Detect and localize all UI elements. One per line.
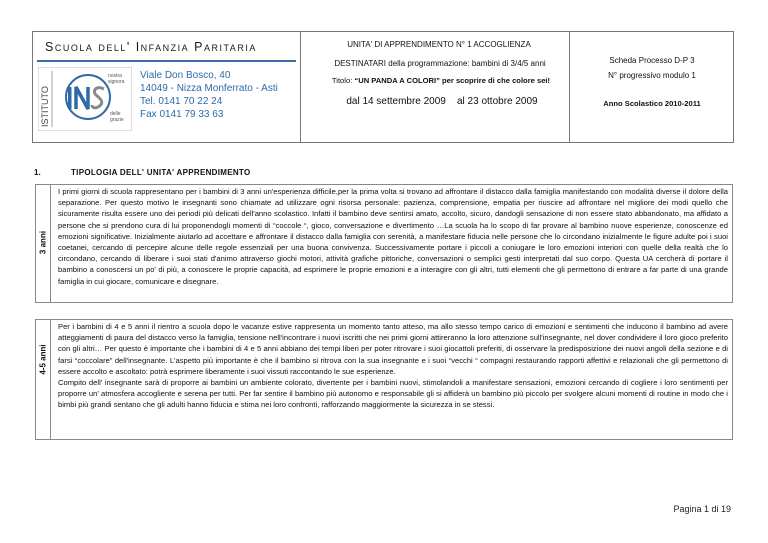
date-range [320, 96, 564, 107]
title-value: “UN PANDA A COLORI” per scoprire di che colore sei! [354, 76, 551, 85]
paragraph-4-5-anni: Per i bambini di 4 e 5 anni il rientro a scuola dopo le vacanze estive rappresenta un momento tanto atteso, ma allo stesso tempo carico di emozioni e sentimenti che inducono il bambino ad avere atteggiamenti di paura del distacco verso la famiglia, tensione nell'incontrare i nuovi iscritti che nei primi giorni attireranno la loro attenzione sull'insegnante, nel dover condividere il loro gioco preferito con gli altri… Per questo è importante che i bambini di 4 e 5 anni abbiano dei tempi liberi per poter ritrovare i suoi giocattoli preferiti, di osservare la predisposizione dei nuovi angoli della sezione e di farsi “coccolare” dell'insegnante. L'aspetto più importante è che il bambino si ritrova con la sua insegnante e i suoi “vecchi “ compagni restaurando rapporti affettivi e relazionali che gli permettono di essere accolto e ascoltato: potrà esprimere liberamente i suoi vissuti raccontando le sue esperienze. Compito dell' insegnante sarà di proporre ai bambini un ambiente colorato, divertente per i bambini nuovi, stimolandoli a manifestare sensazioni, emozioni cercando di cogliere i loro sentimenti per proporre un' atmosfera accogliente e serena per tutti. Per far sentire il bambino più autonomo e responsabile gli si affiderà un bambino più piccolo per svolgere alcuni momenti di routine in modo che i bimbi più grandi sentano che gli adulti hanno fiducia e stima nei loro confronti, rafforzando maggiormente la sicurezza in se stessi. [58, 322, 728, 410]
logo-graphic [38, 67, 132, 131]
paragraph-3-anni: I primi giorni di scuola rappresentano per i bambini di 3 anni un'esperienza difficile,per la prima volta si trovano ad affrontare il distacco dalla famiglia manifestando con modalità diverse il dolore della separazione. Per questo motivo le insegnanti sono chiamate ad utilizzare ogni risorsa personale: pazienza, comprensione, empatia per riuscire ad affrontare nel migliore dei modi quello che sicuramente risulta essere uno dei periodi più delicati dell'anno scolastico. Infatti il bambino deve sentirsi amato, accolto, sicuro, dandogli sensazione di non essere stato abbandonato, ma affidato a persone che si prendono cura di lui proponendogli momenti di “coccole “, gioco, conversazione e divertimento …La scuola ha lo scopo di far provare al bambino nuove esperienze, conoscenze ed emozioni significative. Inizialmente aiutarlo ad accettare e affrontare il distacco dalla famiglia con serenità, a manifestare fiducia nelle persone che lo circondano inizialmente le figure adulte poi i suoi coetanei, cercando di percepire alcune delle regole essenziali per una buona convivenza. Successivamente portare i piccoli a coniugare le loro emozioni interiori con quelle della realtà che lo circondano, cercando di liberare i suoi stati d'animo attraverso giochi motori, attività grafiche pittoriche, conversazioni o semplici gesti interpretati dal suo corpo. Questa UA cercherà di portare il bambino a conoscersi un po' di più, a conoscere le proprie capacità, ad esprimere le proprie emozioni e a interagire con gli altri, tutti elementi che gli permettono di entrare a far parte di una grande famiglia in cui giocare, comunicare e disegnare. [58, 187, 728, 286]
date-to: al 23 ottobre 2009 [457, 96, 538, 107]
recipients: DESTINATARI della programmazione: bambini di 3/4/5 anni [334, 59, 546, 68]
address-city: 14049 - Nizza Monferrato - Asti [140, 83, 278, 94]
section-number: 1. [34, 168, 41, 177]
block-3-anni-separator [50, 184, 51, 303]
address-fax: Fax 0141 79 33 63 [140, 109, 224, 120]
header-divider-1 [300, 31, 301, 143]
block-4-5-anni-separator [50, 319, 51, 440]
anno-scolastico: Anno Scolastico 2010-2011 [603, 99, 701, 108]
unit-name-line [315, 76, 567, 85]
age-label-4-5-anni: 4-5 anni [38, 344, 48, 375]
section-title: TIPOLOGIA DELL' UNITA' APPRENDIMENTO [71, 168, 251, 177]
school-name: Scuola dell' Infanzia Paritaria [45, 40, 257, 54]
logo-small-2: signora [108, 79, 125, 85]
logo-word: ISTITUTO [40, 86, 50, 127]
school-logo [38, 67, 132, 131]
address-tel: Tel. 0141 70 22 24 [140, 96, 223, 107]
logo-small-4: grazie [110, 117, 124, 123]
logo-small-1: nostra [108, 73, 122, 79]
date-from: dal 14 settembre 2009 [346, 96, 446, 107]
address-street: Viale Don Bosco, 40 [140, 70, 231, 81]
modulo-progressivo: N° progressivo modulo 1 [608, 71, 696, 80]
header-divider-2 [569, 31, 570, 143]
logo-small-3: delle [110, 111, 121, 117]
scheda-processo: Scheda Processo D-P 3 [609, 56, 695, 65]
school-name-rule [37, 60, 296, 62]
age-label-3-anni: 3 anni [38, 230, 48, 255]
title-prefix: Titolo: [331, 76, 355, 85]
page-number: Pagina 1 di 19 [673, 504, 731, 514]
unit-title: UNITA' DI APPRENDIMENTO N° 1 ACCOGLIENZA [347, 40, 531, 49]
